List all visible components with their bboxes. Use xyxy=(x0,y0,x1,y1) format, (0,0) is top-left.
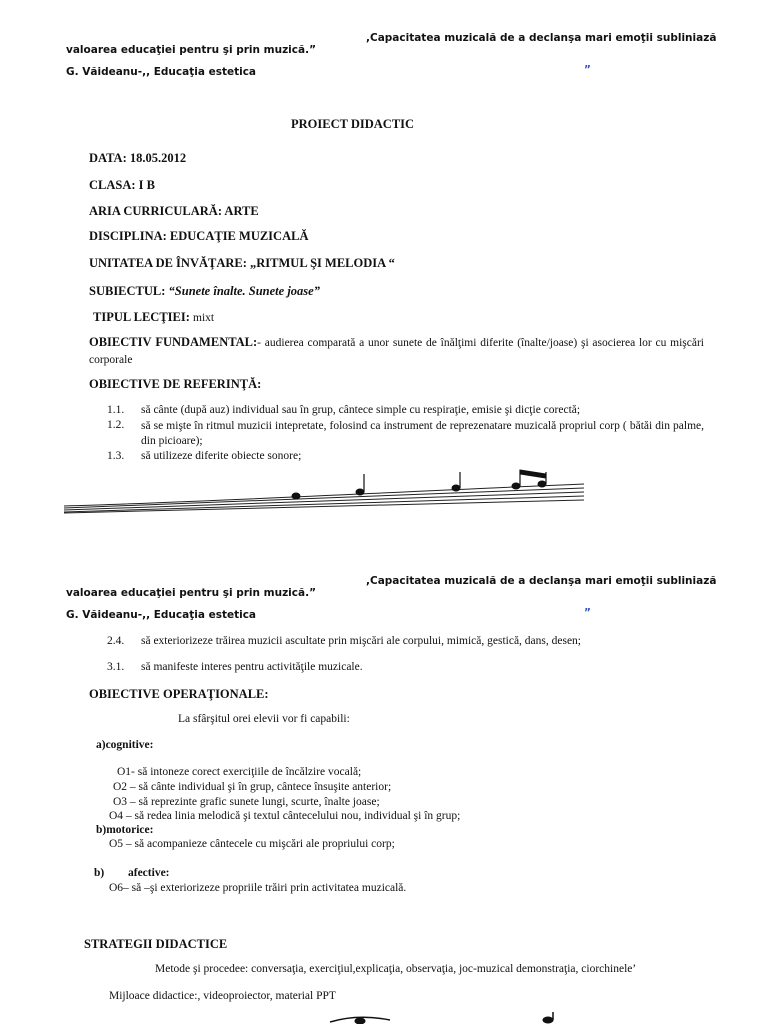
referinta-num-2: 1.2. xyxy=(107,419,125,431)
referinta-num-24: 2.4. xyxy=(107,635,125,647)
strategii-mijloace: Mijloace didactice:, videoproiector, material PPT xyxy=(109,990,336,1002)
objective-o5: O5 – să acompanieze cântecele cu mişcări ale propriului corp; xyxy=(109,838,395,850)
header2-quote-line2: valoarea educaţiei pentru şi prin muzică.” xyxy=(66,587,316,599)
field-aria: ARIA CURRICULARĂ: ARTE xyxy=(89,204,259,218)
field-tipul xyxy=(93,308,214,326)
cognitive-label: a)cognitive: xyxy=(96,739,154,751)
objective-o1: O1- să intoneze corect exerciţiile de încălzire vocală; xyxy=(117,766,362,778)
music-staff-decoration-bottom-icon xyxy=(300,1012,580,1024)
referinta-text-24: să exteriorizeze trăirea muzicii ascultate prin mişcări ale corpului, mimică, gestică, dans, desen; xyxy=(141,635,582,647)
field-unitatea: UNITATEA DE ÎNVĂŢARE: „RITMUL ŞI MELODIA “ xyxy=(89,256,395,270)
subiectul-label: SUBIECTUL: xyxy=(89,284,169,298)
obiectiv-value: - audierea comparată a unor sunete de înălţimi diferite (înalte/joase) şi asocierea lor cu mişcări corporale xyxy=(89,337,705,366)
objective-o2: O2 – să cânte individual şi în grup, cântece însuşite anterior; xyxy=(113,781,392,793)
strategii-metode: Metode şi procedee: conversaţia, exerciţiul,explicaţia, observaţia, joc-muzical demonstraţia, ciorchinele’ xyxy=(155,963,637,975)
referinta-num-31: 3.1. xyxy=(107,661,125,673)
header2-quote-line1: ,Capacitatea muzicală de a declanşa mari emoţii subliniază xyxy=(366,575,717,587)
tipul-label: TIPUL LECŢIEI: xyxy=(93,310,194,324)
header-closing-quote: ” xyxy=(584,64,591,76)
strategii-heading: STRATEGII DIDACTICE xyxy=(84,937,228,951)
referinta-text-31: să manifeste interes pentru activităţile muzicale. xyxy=(141,661,363,673)
header-quote-line1: ,Capacitatea muzicală de a declanşa mari emoţii subliniază xyxy=(366,32,717,44)
header2-closing-quote: ” xyxy=(584,607,591,619)
referinta-text-3: să utilizeze diferite obiecte sonore; xyxy=(141,450,302,462)
field-clasa: CLASA: I B xyxy=(89,178,155,192)
referinta-num-1: 1.1. xyxy=(107,404,125,416)
referinta-text-2: să se mişte în ritmul muzicii intepretate, folosind ca instrument de reprezenatare muzicală propriul corp ( bătăi din palme, din picioare); xyxy=(141,420,704,447)
subiectul-value: “Sunete înalte. Sunete joase” xyxy=(168,284,320,298)
referinta-text-1: să cânte (după auz) individual sau în grup, cântece simple cu respiraţie, emisie şi dicţie corectă; xyxy=(141,404,581,416)
objective-o4: O4 – să redea linia melodică şi textul cântecelului nou, individual şi în grup; xyxy=(109,810,461,822)
tipul-value: mixt xyxy=(193,312,215,324)
header2-author: G. Văideanu-,, Educaţia estetica xyxy=(66,609,257,621)
operationale-intro: La sfârşitul orei elevii vor fi capabili: xyxy=(178,713,350,725)
afective-label: afective: xyxy=(128,867,170,879)
referinta-num-3: 1.3. xyxy=(107,450,125,462)
motorice-label: b)motorice: xyxy=(96,824,154,836)
obiectiv-label: OBIECTIV FUNDAMENTAL: xyxy=(89,335,258,349)
field-data: DATA: 18.05.2012 xyxy=(89,151,187,165)
objective-o3: O3 – să reprezinte grafic sunete lungi, scurte, înalte joase; xyxy=(113,796,380,808)
referinta-heading: OBIECTIVE DE REFERINŢĂ: xyxy=(89,377,262,391)
objective-o6: O6– să –şi exteriorizeze propriile trăiri prin activitatea muzicală. xyxy=(109,882,407,894)
field-obiectiv-fundamental xyxy=(89,334,704,368)
header-quote-line2: valoarea educaţiei pentru şi prin muzică.” xyxy=(66,44,316,56)
operationale-heading: OBIECTIVE OPERAŢIONALE: xyxy=(89,687,269,701)
music-staff-decoration-icon xyxy=(60,466,590,514)
field-subiectul xyxy=(89,282,320,300)
header-author: G. Văideanu-,, Educaţia estetica xyxy=(66,66,257,78)
document-title: PROIECT DIDACTIC xyxy=(291,117,415,131)
field-disciplina: DISCIPLINA: EDUCAŢIE MUZICALĂ xyxy=(89,229,309,243)
afective-num: b) xyxy=(94,867,105,879)
